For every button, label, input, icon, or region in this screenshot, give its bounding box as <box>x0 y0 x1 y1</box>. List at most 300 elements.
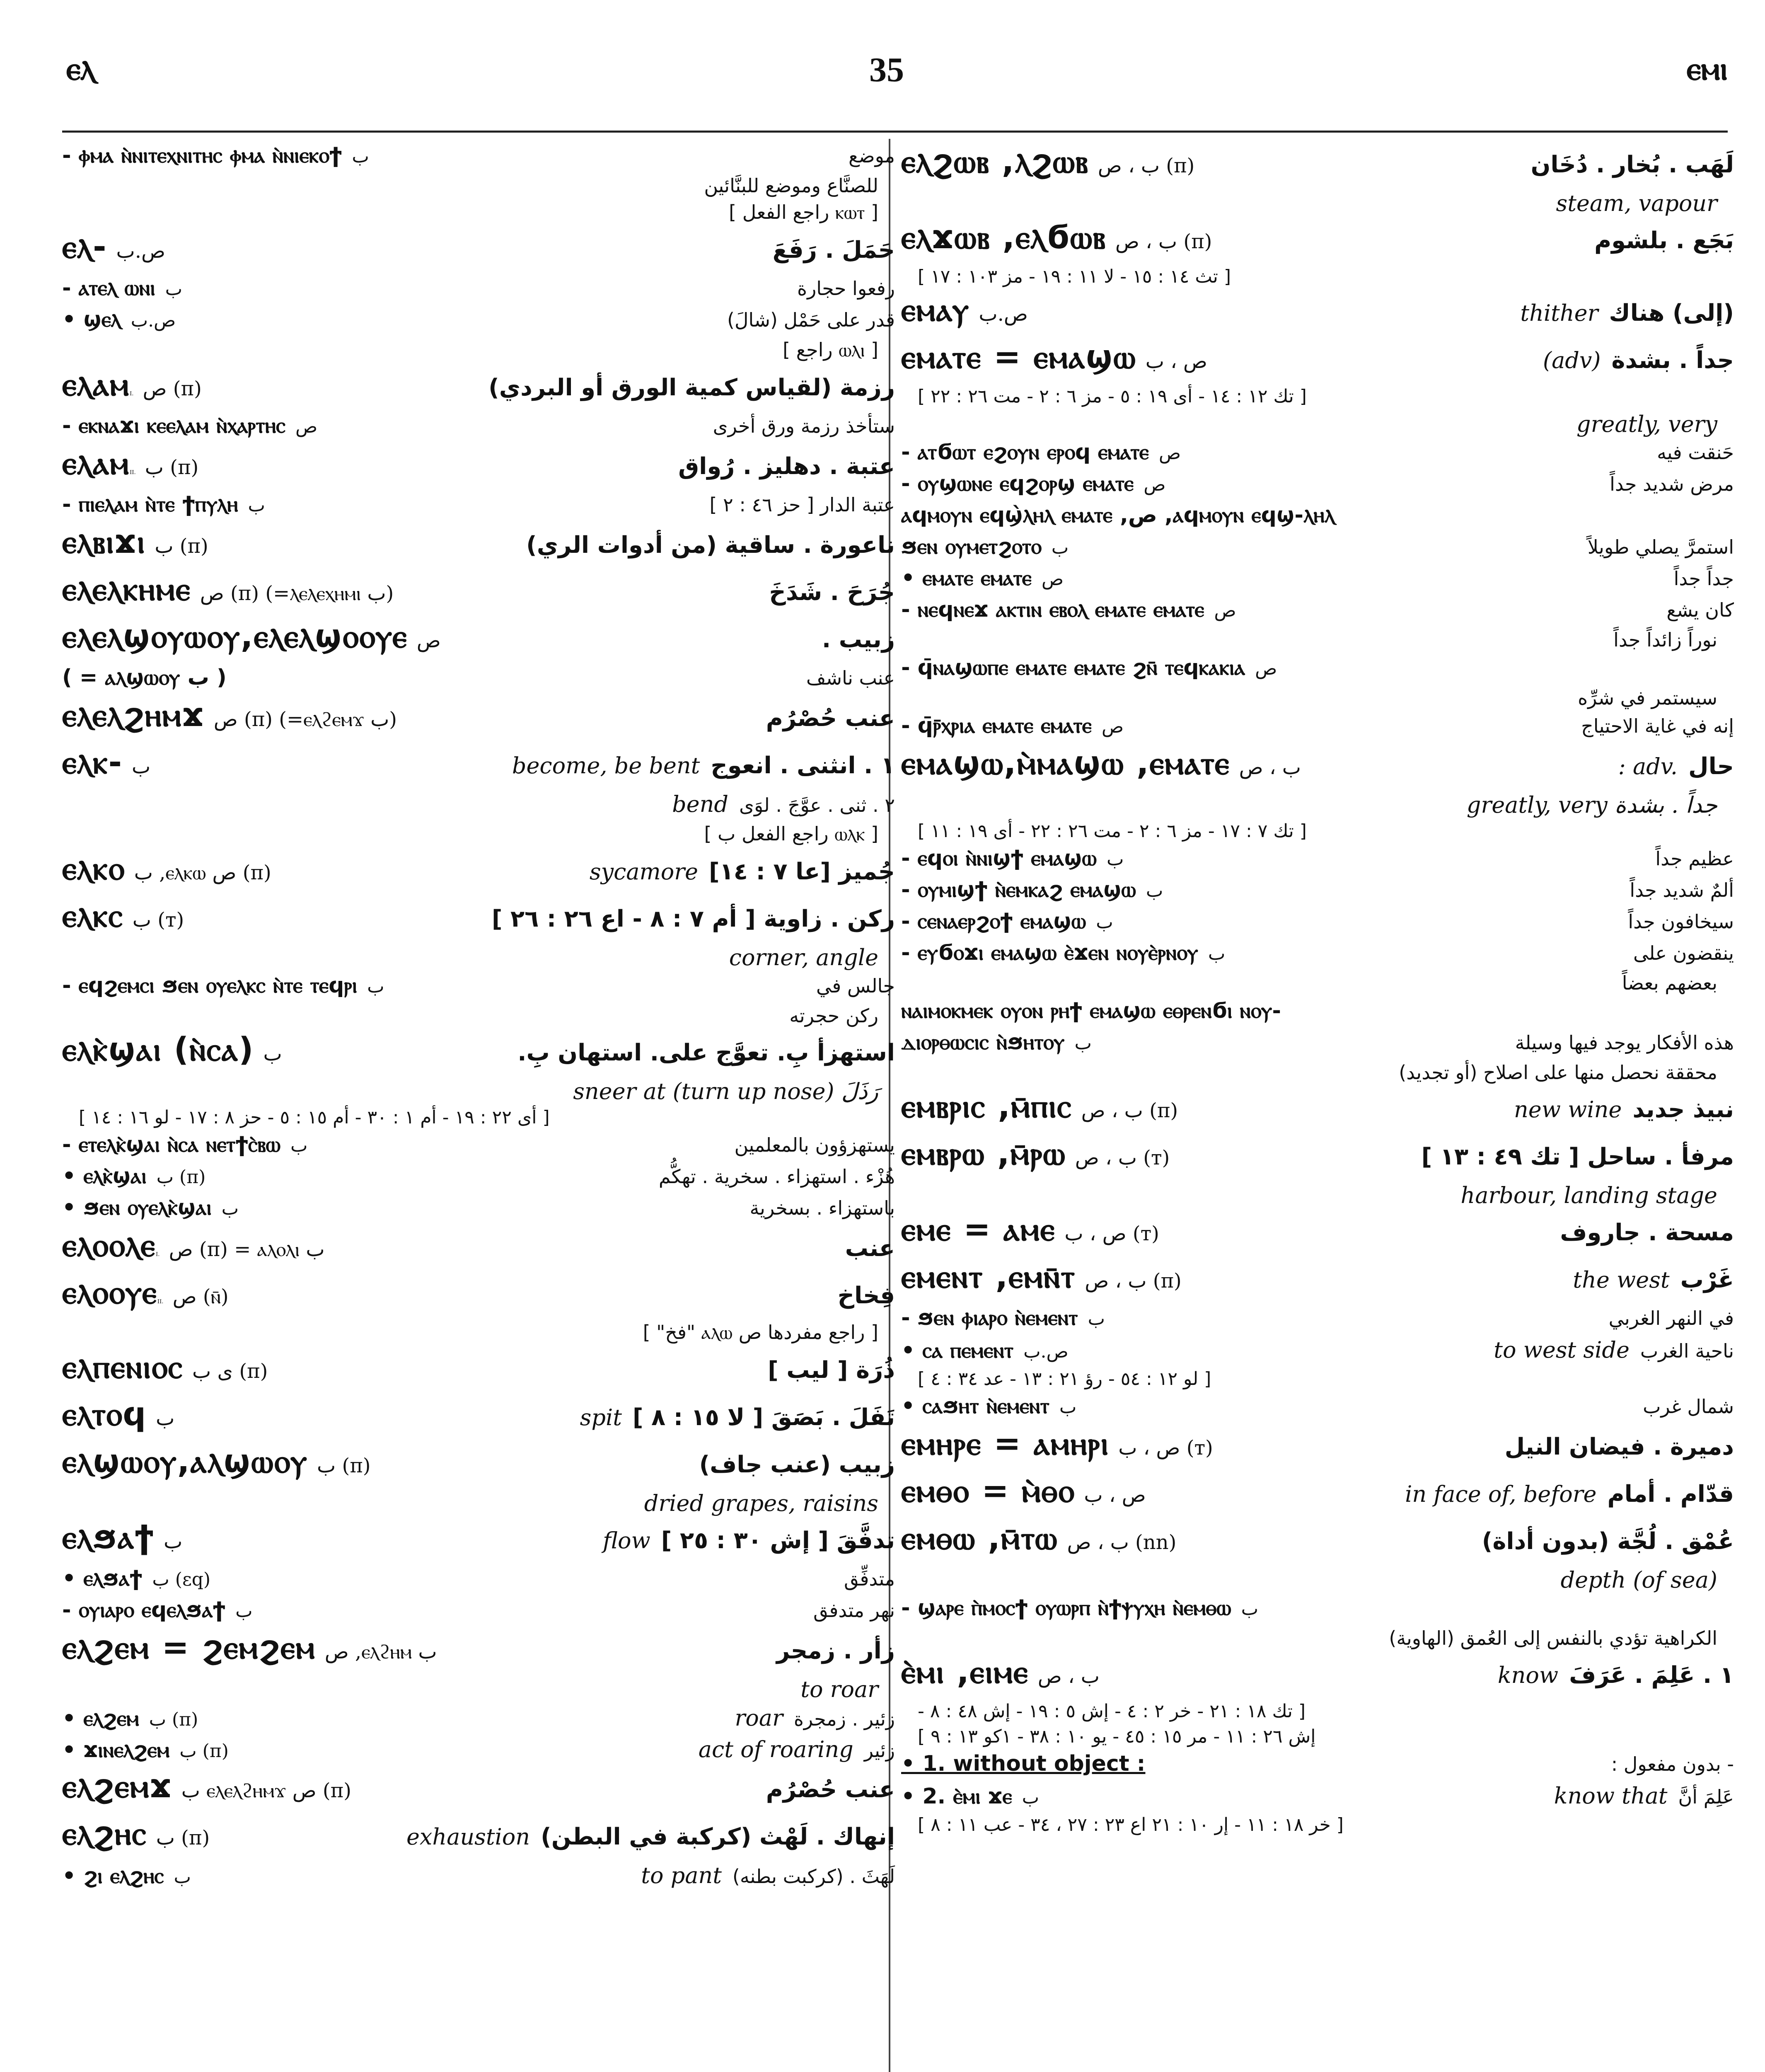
arabic-translation: متدفِّق <box>844 1568 895 1590</box>
example-line <box>62 143 895 174</box>
dictionary-entry <box>62 571 895 616</box>
headword: ⲉⲗϩⲏⲥ <box>62 1815 147 1852</box>
headword: ⲉ̀ⲙⲓ ,ⲉⲓⲙⲉ <box>901 1653 1029 1691</box>
example-line <box>901 534 1734 566</box>
dialect-tag: ب <box>1059 1397 1077 1418</box>
headword: ⲉⲗⲉⲗϣⲟⲩⲱⲟⲩ,ⲉⲗⲉⲗϣⲟⲟⲩⲉ <box>62 618 408 655</box>
scripture-reference: [ خر ١٨ : ١١ - إر ١٠ : ٢١ اع ٢٣ : ٢٧ ، ٣٤ - عب ١١ : ٨ ] <box>918 1814 1344 1835</box>
arabic-translation: جداً جداً <box>1673 567 1734 590</box>
english-gloss: bend <box>672 791 728 817</box>
arabic-translation: ٢ . ثنى . عوَّجَ . لوَى <box>739 794 895 816</box>
english-gloss: know that <box>1554 1783 1668 1809</box>
arabic-gloss: زأر . زمجر <box>776 1637 895 1664</box>
dialect-tag: ص.ب <box>131 310 176 331</box>
arabic-translation: سيخافون جداً <box>1628 910 1734 933</box>
dialect-tag: ب (εq) <box>152 1569 211 1590</box>
arabic-gloss: لَهَب . بُخار . دُخَان <box>1530 151 1734 178</box>
english-gloss: harbour, landing stage <box>1460 1182 1717 1208</box>
arabic-translation: باستهزاء . بسخرية <box>750 1197 895 1219</box>
dialect-tag: ب <box>1106 849 1124 870</box>
coptic-example: - ⲉⲩϭⲟϫⲓ ⲉⲙⲁϣⲱ ⲉ̀ϫⲉⲛ ⲛⲟⲩⲉ̀ⲣⲛⲟⲩ <box>901 940 1198 965</box>
example-line <box>901 1783 1734 1814</box>
arabic-note: سيستمر في شرِّه <box>1578 687 1717 709</box>
coptic-example: • ϩⲓ ⲉⲗϩⲏⲥ <box>62 1864 164 1888</box>
headword: ⲉⲗⲕⲥ <box>62 897 123 934</box>
dictionary-entry <box>901 1258 1734 1304</box>
coptic-example: • ⲉⲗⲕ̀ϣⲁⲓ <box>62 1164 147 1188</box>
headword: ⲉⲗⲁⲙ <box>62 445 130 482</box>
english-gloss: to pant <box>641 1862 722 1888</box>
example-line <box>901 1337 1734 1368</box>
example-line <box>901 998 1734 1030</box>
arabic-gloss: دميرة . فيضان النيل <box>1504 1433 1734 1460</box>
dialect-tag: ص ,ⲉⲗϩⲏⲙ ب <box>324 1640 437 1663</box>
arabic-translation: عتبة الدار [ حز ٤٦ : ٢ ] <box>709 494 895 516</box>
arabic-gloss: جُميز [عا ٧ : ١٤] <box>709 858 895 885</box>
headword: ⲉⲗⲉⲗϩⲏⲙϫ <box>62 697 205 734</box>
arabic-gloss: حَمَلَ . رَفَعَ <box>772 237 895 264</box>
example-line <box>901 1751 1734 1783</box>
dialect-tag: ب ، ص (π) <box>1115 230 1212 253</box>
arabic-gloss: مسحة . جاروف <box>1560 1219 1734 1246</box>
coptic-example: - ⲟⲩⲓⲁⲣⲟ ⲉϥⲉⲗϧⲁϯ <box>62 1598 226 1622</box>
example-line <box>62 1195 895 1227</box>
dictionary-entry <box>62 1443 895 1489</box>
dialect-tag: ص (π) (=ⲉⲗϩⲉⲙϫ ب) <box>213 708 397 731</box>
english-gloss: : adv. <box>1618 753 1678 779</box>
arabic-gloss: (إلى) هناك <box>1609 300 1734 327</box>
dictionary-entry <box>901 1653 1734 1699</box>
arabic-note: [ ⲱⲗⲕ راجع الفعل ب ] <box>704 823 878 845</box>
headword: ⲉⲗϩⲱⲃ ,ⲗϩⲱⲃ <box>901 143 1089 180</box>
example-line <box>62 307 895 339</box>
coptic-example: • 2. ⲉ̀ⲙⲓ ϫⲉ <box>901 1784 1012 1809</box>
header-right-guide-word: ⲉⲙⲓ <box>1686 50 1728 87</box>
dialect-tag: ب <box>174 1866 191 1888</box>
dictionary-entry <box>62 1815 895 1861</box>
dialect-tag: ب (π) <box>317 1454 371 1477</box>
headword: ⲉⲙⲉⲛⲧ ,ⲉⲙⲛ̄ⲧ <box>901 1258 1076 1295</box>
arabic-translation: قدر على حَمْل (شالَ) <box>727 309 895 331</box>
dictionary-entry <box>62 697 895 742</box>
dialect-tag: ب <box>221 1198 239 1219</box>
example-line <box>901 1394 1734 1425</box>
headword: ⲉⲗϩⲉⲙ = ϩⲉⲙϩⲉⲙ <box>62 1629 316 1666</box>
coptic-example: • ϫⲓⲛⲉⲗϩⲉⲙ <box>62 1738 170 1762</box>
arabic-translation: زئير <box>864 1739 895 1762</box>
dialect-tag: ص (ⲛ̄) <box>172 1285 229 1308</box>
english-gloss: in face of, before <box>1405 1481 1597 1507</box>
dialect-tag: ص ، ب (т) <box>1118 1436 1213 1460</box>
english-gloss: sneer at (turn up nose) رَذَلَ <box>573 1078 878 1104</box>
dialect-tag: ب (π) <box>149 1709 198 1730</box>
english-gloss: greatly, very <box>1576 411 1717 437</box>
example-line <box>62 791 895 823</box>
scripture-reference: إش ٢٦ : ١١ - مر ١٥ : ٤٥ - يو ١٠ : ٣٨ - ١كو ١٣ : ٩ ] <box>918 1726 1316 1747</box>
example-line <box>901 503 1734 534</box>
dialect-tag: ب ، ص <box>1239 756 1301 779</box>
dialect-tag: ب <box>1022 1787 1039 1808</box>
headword: ⲉⲗϫⲱⲃ ,ⲉⲗϭⲱⲃ <box>901 219 1106 256</box>
left-column <box>62 143 895 1894</box>
arabic-gloss: تدفَّقَ [ إش ٣٠ : ٢٥ ] <box>661 1527 895 1554</box>
coptic-example: ⲛⲁⲓⲙⲟⲕⲙⲉⲕ ⲟⲩⲟⲛ ⲣⲏϯ ⲉⲙⲁϣⲱ ⲉⲑⲣⲉⲛϭⲓ ⲛⲟⲩ- <box>901 998 1281 1023</box>
example-line <box>901 877 1734 909</box>
dialect-tag: ب (π) <box>145 456 199 479</box>
arabic-translation: نهر متدفق <box>813 1599 895 1622</box>
dictionary-entry <box>62 1629 895 1675</box>
arabic-gloss: عنب حُصْرُم <box>766 1776 895 1803</box>
dialect-tag: ب <box>1074 1033 1092 1054</box>
arabic-gloss: تَفَلَ . بَصَقَ [ لا ١٥ : ٨ ] <box>632 1404 895 1431</box>
arabic-gloss: ١ . انثنى . انعوج <box>711 752 895 779</box>
dialect-tag: ب <box>248 495 265 516</box>
example-line <box>62 276 895 307</box>
coptic-example: - ⲡⲓⲉⲗⲁⲙ ⲛ̀ⲧⲉ ϯⲡⲩⲗⲏ <box>62 492 238 517</box>
coptic-example: - ⲟⲩⲙⲓϣϯ ⲛ̀ⲉⲙⲕⲁϩ ⲉⲙⲁϣⲱ <box>901 877 1136 902</box>
arabic-translation: ينقضون على <box>1633 942 1734 964</box>
english-gloss: to roar <box>800 1676 878 1702</box>
dialect-tag: ص <box>1255 658 1277 679</box>
dialect-tag: ص <box>1041 569 1064 590</box>
example-line <box>901 940 1734 972</box>
coptic-example: - ⲥⲉⲛⲁⲉⲣϩⲟϯ ⲉⲙⲁϣⲱ <box>901 909 1086 934</box>
dialect-tag: ص.ب <box>116 240 165 263</box>
coptic-example: • ⲥⲁ ⲡⲉⲙⲉⲛⲧ <box>901 1338 1014 1363</box>
arabic-gloss: ركن . زاوية [ أم ٧ : ٨ - اع ٢٦ : ٢٦ ] <box>491 905 895 932</box>
dictionary-entry <box>62 1768 895 1813</box>
dictionary-entry <box>901 1472 1734 1518</box>
arabic-translation: هُزْء . استهزاء . سخرية . تهكُّم <box>658 1165 895 1188</box>
dialect-tag: ب <box>263 1042 282 1065</box>
headword: ⲉⲗⲟⲟⲗⲉ <box>62 1227 156 1264</box>
arabic-translation: يستهزؤون بالمعلمين <box>734 1134 895 1156</box>
dialect-tag: ب <box>1051 537 1069 558</box>
example-line <box>62 492 895 523</box>
coptic-example: - ⲉⲕⲛⲁϫⲓ ⲕⲉⲉⲗⲁⲙ ⲛ̀ⲭⲁⲣⲧⲏⲥ <box>62 413 285 438</box>
dialect-tag: ص ، ب <box>1084 1484 1146 1507</box>
dialect-tag: ص ، ب (т) <box>1064 1222 1159 1245</box>
english-gloss: know <box>1497 1662 1559 1688</box>
arabic-gloss: ناعورة . ساقية (من أدوات الري) <box>526 532 895 559</box>
arabic-note: نوراً زائداً جداً <box>1613 629 1717 651</box>
coptic-example: • ⲥⲁϧⲏⲧ ⲛ̀ⲉⲙⲉⲛⲧ <box>901 1394 1049 1418</box>
example-line <box>901 1305 1734 1337</box>
dialect-tag: ص <box>1158 443 1181 464</box>
coptic-example: - ϥ̄ⲛⲁϣⲱⲡⲉ ⲉⲙⲁⲧⲉ ⲉⲙⲁⲧⲉ ϩⲛ̄ ⲧⲉϥⲕⲁⲕⲓⲁ <box>901 655 1245 680</box>
dictionary-entry <box>901 1135 1734 1181</box>
english-gloss: spit <box>580 1404 622 1431</box>
dialect-tag: ب <box>1208 943 1226 964</box>
dictionary-entry <box>62 1274 895 1319</box>
dialect-tag: ب <box>290 1135 308 1156</box>
example-line <box>901 440 1734 471</box>
dialect-tag: ب <box>367 976 384 997</box>
arabic-note: [ ⲕⲱⲧ راجع الفعل ] <box>729 201 878 223</box>
arabic-translation: عنب ناشف <box>806 667 895 689</box>
dialect-tag: ب <box>132 755 151 778</box>
dictionary-entry <box>901 745 1734 790</box>
english-gloss: steam, vapour <box>1556 190 1717 216</box>
example-line <box>62 1164 895 1195</box>
arabic-note: ركن حجرته <box>789 1005 878 1027</box>
example-line <box>901 597 1734 629</box>
header-rule <box>62 131 1728 133</box>
headword: ⲉⲙⲁⲩ <box>901 291 970 329</box>
example-line <box>62 1566 895 1598</box>
dialect-tag: ص.ب <box>1023 1341 1069 1362</box>
dictionary-entry <box>901 339 1734 384</box>
dictionary-entry <box>62 1227 895 1272</box>
arabic-gloss: حال <box>1688 753 1734 780</box>
english-gloss: sycamore <box>589 859 698 885</box>
arabic-note: بعضهم بعضاً <box>1622 972 1717 994</box>
dictionary-entry <box>62 618 895 663</box>
coptic-example: - ⲁⲧϭⲱⲧ ⲉϩⲟⲩⲛ ⲉⲣⲟϥ ⲉⲙⲁⲧⲉ <box>901 440 1149 465</box>
arabic-translation: - بدون مفعول : <box>1611 1753 1734 1775</box>
english-gloss: (adv) <box>1543 347 1601 373</box>
arabic-translation: عظيم جداً <box>1655 847 1734 870</box>
headword: ⲉⲙⲏⲣⲉ = ⲁⲙⲏⲣⲓ <box>901 1425 1110 1462</box>
arabic-gloss: فِخاخ <box>837 1282 895 1309</box>
coptic-example: ( = ⲁⲗϣⲱⲟⲩ ب ) <box>62 665 227 690</box>
example-line <box>62 1598 895 1629</box>
headword: ⲉⲙⲁⲧⲉ = ⲉⲙⲁϣⲱ <box>901 339 1136 376</box>
headword: ⲉⲙⲃⲣⲓⲥ ,ⲙ̄ⲡⲓⲥ <box>901 1088 1072 1125</box>
dictionary-entry <box>901 1088 1734 1133</box>
dictionary-entry <box>62 445 895 490</box>
coptic-example: - ⲟⲩϣⲱⲛⲉ ⲉϥϩⲟⲣϣ ⲉⲙⲁⲧⲉ <box>901 471 1134 496</box>
headword: ⲉⲙⲑⲟ = ⲙ̀ⲑⲟ <box>901 1472 1075 1510</box>
coptic-example: • ϧⲉⲛ ⲟⲩⲉⲗⲕ̀ϣⲁⲓ <box>62 1195 212 1220</box>
arabic-gloss: غَرْب <box>1680 1266 1734 1293</box>
arabic-translation: حَنقت فيه <box>1657 441 1734 464</box>
arabic-translation: كان يشع <box>1666 599 1734 621</box>
arabic-gloss: قدّام . أمام <box>1607 1481 1734 1508</box>
coptic-example: ⲇⲓⲟⲣⲑⲱⲥⲓⲥ ⲛ̀ϧⲏⲧⲟⲩ <box>901 1030 1065 1055</box>
arabic-gloss: ذُرَة [ ليب ] <box>768 1357 895 1384</box>
coptic-example: - ⲉϥϩⲉⲙⲥⲓ ϧⲉⲛ ⲟⲩⲉⲗⲕⲥ ⲛ̀ⲧⲉ ⲧⲉϥⲣⲓ <box>62 973 358 998</box>
headword: ⲉⲗϩⲉⲙϫ <box>62 1768 172 1805</box>
dialect-tag: ص (π) (=ⲗⲉⲗⲉⲭⲏⲙⲓ ب) <box>200 582 394 605</box>
dialect-tag: ب <box>156 1407 175 1430</box>
headword: ⲉⲙⲑⲱ ,ⲙ̄ⲧⲱ <box>901 1520 1058 1557</box>
dialect-tag: ص (π) <box>143 377 202 400</box>
example-line <box>62 973 895 1005</box>
homonym-number: I. <box>130 391 134 397</box>
arabic-gloss: زبيب (عنب جاف) <box>699 1451 895 1478</box>
dictionary-entry <box>62 1396 895 1441</box>
dialect-tag: ب <box>1241 1598 1259 1619</box>
dialect-tag: ص.ب <box>979 303 1028 326</box>
english-gloss: roar <box>735 1705 783 1731</box>
coptic-example: - ⲫⲙⲁ ⲛ̀ⲛⲓⲧⲉⲭⲛⲓⲧⲏⲥ ⲫⲙⲁ ⲛ̀ⲛⲓⲉⲕⲟϯ <box>62 143 342 168</box>
arabic-translation: زئير . زمجرة <box>793 1708 895 1730</box>
coptic-example: • 1. without object : <box>901 1751 1146 1776</box>
coptic-example: • ϣⲉⲗ <box>62 307 121 332</box>
scripture-reference: [ تث ١٤ : ١٥ - لا ١١ : ١٩ - مز ١٠٣ : ١٧ ] <box>918 266 1231 287</box>
english-gloss: new wine <box>1514 1097 1622 1123</box>
arabic-translation: في النهر الغربي <box>1608 1307 1734 1329</box>
headword: ⲉⲗ- <box>62 228 107 266</box>
dialect-tag: ب (π) <box>179 1740 229 1762</box>
arabic-gloss: عتبة . دهليز . رُواق <box>678 453 895 480</box>
arabic-gloss: ١ . عَلِمَ . عَرَفَ <box>1569 1662 1734 1689</box>
dialect-tag: ص <box>1144 474 1166 495</box>
example-line <box>62 1736 895 1768</box>
dialect-tag: ب ، ص (π) <box>1081 1099 1178 1122</box>
example-line <box>62 413 895 445</box>
coptic-example: ϧⲉⲛ ⲟⲩⲙⲉⲧϩⲟⲧⲟ <box>901 534 1042 559</box>
dictionary-entry <box>62 523 895 569</box>
arabic-gloss: جُرَحَ . شَدَخَ <box>769 579 895 606</box>
example-line <box>62 665 895 697</box>
example-line <box>901 846 1734 877</box>
dialect-tag: ب <box>1096 912 1113 933</box>
coptic-example: - ⲉϥⲟⲓ ⲛ̀ⲛⲓϣϯ ⲉⲙⲁϣⲱ <box>901 846 1097 871</box>
example-line <box>62 1132 895 1164</box>
example-line <box>901 655 1734 687</box>
dictionary-entry <box>62 1519 895 1564</box>
arabic-translation: ستأخذ رزمة ورق أخرى <box>713 415 895 437</box>
arabic-gloss: بَجَع . بلشوم <box>1594 227 1734 254</box>
english-gloss: greatly, very جداً . بشدة <box>1466 792 1717 818</box>
coptic-example: - ⲛⲉϥⲛⲉϫ ⲁⲕⲧⲓⲛ ⲉⲃⲟⲗ ⲉⲙⲁⲧⲉ ⲉⲙⲁⲧⲉ <box>901 597 1204 622</box>
arabic-translation: إنه في غاية الاحتياج <box>1581 715 1734 737</box>
dialect-tag: ب ، ص (π) <box>1098 154 1195 177</box>
arabic-translation: موضع <box>849 145 895 167</box>
arabic-translation: هذه الأفكار يوجد فيها وسيلة <box>1515 1031 1734 1054</box>
arabic-note: [ راجع مفردها ص ⲁⲗⲱ "فخ" ] <box>643 1321 878 1343</box>
headword: ⲉⲗⲁⲙ <box>62 366 130 403</box>
dialect-tag: ب (π) <box>156 1167 206 1188</box>
english-gloss: exhaustion <box>406 1824 530 1850</box>
coptic-example: - ⲉⲧⲉⲗⲕ̀ϣⲁⲓ ⲛ̀ⲥⲁ ⲛⲉⲧϯⲥ̀ⲃⲱ <box>62 1132 281 1157</box>
coptic-example: • ⲉⲙⲁⲧⲉ ⲉⲙⲁⲧⲉ <box>901 566 1032 591</box>
dialect-tag: ص <box>416 629 441 652</box>
example-line <box>62 1862 895 1894</box>
headword: ⲉⲗⲕ- <box>62 744 123 781</box>
english-gloss: dried grapes, raisins <box>644 1490 878 1516</box>
english-gloss: flow <box>602 1527 650 1554</box>
dialect-tag: ب <box>1088 1308 1105 1329</box>
homonym-number: II. <box>157 1299 164 1305</box>
arabic-translation: عَلِمَ أنَّ <box>1678 1786 1734 1808</box>
headword: ⲉⲗϧⲁϯ <box>62 1519 155 1556</box>
dialect-tag: ب <box>1146 880 1163 901</box>
arabic-gloss: إنهاك . لَهْث (كركبة في البطن) <box>541 1823 895 1850</box>
english-gloss: depth (of sea) <box>1560 1567 1717 1593</box>
dictionary-entry <box>62 897 895 943</box>
english-gloss: thither <box>1520 300 1598 326</box>
english-gloss: become, be bent <box>512 753 700 779</box>
headword: ⲉⲗϣⲱⲟⲩ,ⲁⲗϣⲱⲟⲩ <box>62 1443 308 1480</box>
arabic-gloss: عُمْق . لُجَّة (بدون أداة) <box>1482 1528 1734 1555</box>
dialect-tag: ب ، ص <box>1037 1665 1100 1688</box>
headword: ⲉⲗⲉⲗⲕⲏⲙⲉ <box>62 571 191 608</box>
arabic-gloss: رزمة (لقياس كمية الورق أو البردي) <box>488 374 895 401</box>
example-line <box>901 909 1734 940</box>
coptic-example: ⲁϥⲙⲟⲩⲛ ⲉϥϣ̀ⲗⲏⲗ ⲉⲙⲁⲧⲉ ,ص ,ⲁϥⲙⲟⲩⲛ ⲉϥϣ-ⲗⲏⲗ <box>901 503 1335 528</box>
dialect-tag: ى ب (π) <box>192 1360 268 1383</box>
scripture-reference: [ تك ١٨ : ٢١ - خر ٢ : ٤ - إش ٥ : ١٩ - إش ٤٨ : ٨ - <box>918 1701 1306 1722</box>
scripture-reference: [ لو ١٢ : ٥٤ - رؤ ٢١ : ١٣ - عد ٣٤ : ٤ ] <box>918 1368 1211 1389</box>
arabic-gloss: عنب حُصْرُم <box>766 705 895 732</box>
arabic-gloss: عنب <box>845 1235 895 1262</box>
english-gloss: act of roaring <box>698 1736 853 1762</box>
arabic-gloss: مرفأ . ساحل [ تك ٤٩ : ١٣ ] <box>1421 1143 1734 1170</box>
dialect-tag: ب <box>164 1530 183 1553</box>
dialect-tag: ب ⲉⲗⲉⲗϩⲏⲙϫ ص (π) <box>181 1779 351 1802</box>
coptic-example: - ⲁⲧⲉⲗ ⲱⲛⲓ <box>62 276 155 300</box>
dictionary-entry <box>62 366 895 411</box>
dialect-tag: ب (π) <box>155 535 208 558</box>
header-left-guide-word: ⲉⲗ <box>66 50 96 87</box>
dictionary-entry <box>901 1520 1734 1565</box>
arabic-gloss: جداً . بشدة <box>1611 347 1734 374</box>
dictionary-entry <box>901 1425 1734 1471</box>
dialect-tag: ب (π) <box>156 1826 210 1849</box>
arabic-note: للصنَّاع وموضع للبنَّائين <box>704 174 878 197</box>
dialect-tag: ب <box>235 1600 253 1622</box>
example-line <box>62 1705 895 1736</box>
coptic-example: - ϥ̄ⲣ̄ⲭⲣⲓⲁ ⲉⲙⲁⲧⲉ ⲉⲙⲁⲧⲉ <box>901 713 1092 738</box>
example-line <box>901 713 1734 745</box>
headword: ⲉⲙⲉ = ⲁⲙⲉ <box>901 1211 1056 1248</box>
dialect-tag: ب <box>352 146 369 167</box>
dialect-tag: ص (π) = ⲁⲗⲟⲗⲓ ب <box>169 1238 325 1261</box>
headword: ⲉⲙⲃⲣⲱ ,ⲙ̄ⲣⲱ <box>901 1135 1066 1172</box>
dictionary-entry <box>901 291 1734 337</box>
scripture-reference: [ تك ١٢ : ١٤ - أى ١٩ : ٥ - مز ٦ : ٢ - مت ٢٦ : ٢٢ ] <box>918 386 1307 407</box>
arabic-translation: ناحية الغرب <box>1640 1340 1734 1362</box>
dialect-tag: ب <box>165 278 183 300</box>
arabic-translation: رفعوا حجارة <box>797 277 895 300</box>
dictionary-entry <box>62 1031 895 1077</box>
arabic-translation: جالس في <box>816 975 895 997</box>
example-line <box>901 471 1734 503</box>
arabic-gloss: نبيذ جديد <box>1632 1096 1734 1123</box>
headword: ⲉⲗⲕ̀ϣⲁⲓ (ⲛ̀ⲥⲁ) <box>62 1031 254 1068</box>
dictionary-entry <box>62 1348 895 1394</box>
dictionary-entry <box>62 744 895 789</box>
arabic-translation: شمال غرب <box>1643 1395 1734 1418</box>
headword: ⲉⲗⲃⲓϫⲓ <box>62 523 146 561</box>
headword: ⲉⲗⲟⲟⲩⲉ <box>62 1274 157 1311</box>
dictionary-entry <box>901 219 1734 264</box>
english-gloss: to west side <box>1494 1337 1630 1363</box>
dictionary-entry <box>901 143 1734 189</box>
headword: ⲉⲙⲁϣⲱ,ⲙ̀ⲙⲁϣⲱ ,ⲉⲙⲁⲧⲉ <box>901 745 1230 782</box>
dialect-tag: ص <box>1214 600 1236 621</box>
headword: ⲉⲗⲧⲟϥ <box>62 1396 147 1433</box>
dictionary-entry <box>62 228 895 274</box>
arabic-note: محققة نحصل منها على اصلاح (أو تجديد) <box>1399 1061 1717 1084</box>
arabic-translation: استمرَّ يصلي طويلاً <box>1587 536 1734 558</box>
page-number: 35 <box>869 51 904 89</box>
arabic-gloss: زبيب . <box>822 626 895 653</box>
arabic-translation: لَهَثَ . (كركبت بطنه) <box>732 1865 895 1888</box>
dialect-tag: ب ,ⲉⲗⲕⲱ ص (π) <box>134 861 271 884</box>
arabic-translation: مرض شديد جداً <box>1610 473 1734 495</box>
example-line <box>901 1030 1734 1061</box>
dialect-tag: ب ، ص (nn) <box>1067 1531 1177 1554</box>
scripture-reference: [ أى ٢٢ : ١٩ - أم ١ : ٣٠ - أم ١٥ : ٥ - حز ٨ : ١٧ - لو ١٦ : ١٤ ] <box>79 1107 550 1128</box>
arabic-note: [ ⲱⲗⲓ راجع ] <box>783 339 878 361</box>
dictionary-entry <box>901 1211 1734 1256</box>
arabic-translation: ألمٌ شديد جداً <box>1630 879 1734 901</box>
arabic-gloss: استهزأ بِ. تعوَّج على. استهان بِ. <box>517 1039 895 1066</box>
